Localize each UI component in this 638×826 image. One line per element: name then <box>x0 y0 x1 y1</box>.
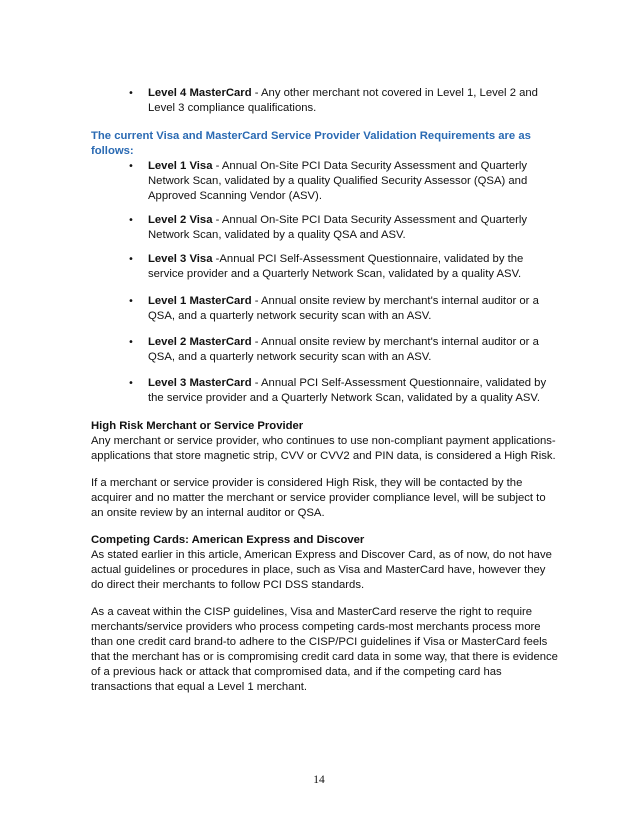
competing-cards-section <box>91 533 561 593</box>
bullet-text: - Annual On-Site PCI Data Security Assessment and Quarterly Network Scan, validated by a quality Qualified Security Assessor (QSA) and Approved Scanning Vendor (ASV). <box>148 160 528 202</box>
bullet-dot: • <box>128 161 134 172</box>
bullet-label: Level 2 MasterCard <box>148 336 252 348</box>
bullet-label: Level 3 Visa <box>148 253 213 265</box>
bullet-level3-visa <box>128 252 558 282</box>
bullet-text: - Annual onsite review by merchant's internal auditor or a QSA, and a quarterly network security scan with an ASV. <box>148 295 539 322</box>
high-risk-section <box>91 419 561 464</box>
section-title: Competing Cards: American Express and Discover <box>91 534 365 546</box>
bullet-level2-visa <box>128 213 558 243</box>
bullet-label: Level 1 MasterCard <box>148 295 252 307</box>
bullet-dot: • <box>128 296 134 307</box>
bullet-text: - Any other merchant not covered in Level 1, Level 2 and Level 3 compliance qualifications. <box>148 87 538 114</box>
paragraph: As stated earlier in this article, American Express and Discover Card, as of now, do not have actual guidelines or procedures in place, such as Visa and MasterCard have, however they do direct their merchants to follow PCI DSS standards. <box>91 549 552 591</box>
paragraph: As a caveat within the CISP guidelines, Visa and MasterCard reserve the right to require merchants/service providers who process competing cards-most merchants process more than one credit card brand-to adhere to the CISP/PCI guidelines if Visa or MasterCard feels that the merchant has or is compromising credit card data in some way, that there is evidence of a previous hack or attack that compromised data, and if the competing card has transactions that equal a Level 1 merchant. <box>91 606 558 693</box>
bullet-level4-mastercard <box>128 86 558 116</box>
bullet-level1-mastercard <box>128 294 558 324</box>
bullet-dot: • <box>128 254 134 265</box>
section-title: High Risk Merchant or Service Provider <box>91 420 304 432</box>
page-number: 14 <box>313 774 325 786</box>
bullet-dot: • <box>128 378 134 389</box>
bullet-text: -Annual PCI Self-Assessment Questionnaire, validated by the service provider and a Quarterly Network Scan, validated by a quality ASV. <box>148 253 524 280</box>
bullet-label: Level 4 MasterCard <box>148 87 252 99</box>
bullet-dot: • <box>128 88 134 99</box>
section-heading: The current Visa and MasterCard Service Provider Validation Requirements are as follows: <box>91 130 531 157</box>
bullet-text: - Annual onsite review by merchant's internal auditor or a QSA, and a quarterly network security scan with an ASV. <box>148 336 539 363</box>
paragraph: If a merchant or service provider is considered High Risk, they will be contacted by the acquirer and no matter the merchant or service provider compliance level, will be subject to an onsite review by an internal auditor or QSA. <box>91 477 546 519</box>
bullet-label: Level 1 Visa <box>148 160 213 172</box>
bullet-text: - Annual On-Site PCI Data Security Assessment and Quarterly Network Scan, validated by a quality QSA and ASV. <box>148 214 528 241</box>
bullet-dot: • <box>128 215 134 226</box>
bullet-label: Level 3 MasterCard <box>148 377 252 389</box>
bullet-level1-visa <box>128 159 558 204</box>
bullet-level3-mastercard <box>128 376 558 406</box>
bullet-text: - Annual PCI Self-Assessment Questionnaire, validated by the service provider and a Quarterly Network Scan, validated by a quality ASV. <box>148 377 547 404</box>
paragraph: Any merchant or service provider, who continues to use non-compliant payment applications-applications that store magnetic strip, CVV or CVV2 and PIN data, is considered a High Risk. <box>91 435 556 462</box>
bullet-dot: • <box>128 337 134 348</box>
bullet-label: Level 2 Visa <box>148 214 213 226</box>
bullet-level2-mastercard <box>128 335 558 365</box>
